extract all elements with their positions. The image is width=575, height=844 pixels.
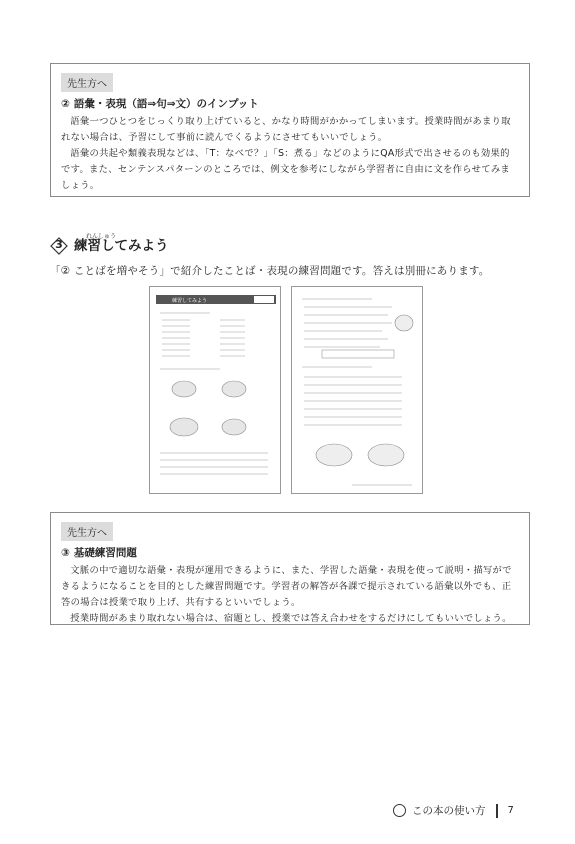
note-paragraph: 語彙の共起や類義表現などは、「T：なべで？」「S：煮る」などのようにQA形式で出させるのも効果的です。また、センテンスパターンのところでは、例文を参考にしながら学習者に自由に文を作らせてみましょう。 [61, 148, 511, 191]
section-number: 3 [55, 238, 63, 251]
title-ruby: れんしゅう [86, 233, 117, 240]
teacher-note-2 [50, 512, 530, 625]
workbook-page-right [291, 286, 423, 494]
note-number: ② [61, 97, 70, 110]
workbook-pages-image [149, 286, 423, 494]
teacher-note-1 [50, 63, 530, 197]
note-heading [61, 545, 519, 560]
page-footer [393, 803, 514, 818]
section-title: 練習してみよう [74, 238, 169, 254]
note-paragraph: 語彙一つひとつをじっくり取り上げていると、かなり時間がかかってしまいます。授業時間があまり取れない場合は、予習にして事前に読んでくるようにさせてもいいでしょう。 [61, 116, 511, 143]
page-number: 7 [507, 805, 514, 816]
thumb-header: 練習してみよう [172, 298, 208, 304]
section-number-icon [50, 237, 68, 255]
footer-label: この本の使い方 [412, 805, 486, 817]
footer-divider [496, 804, 498, 818]
note-paragraph: 文脈の中で適切な語彙・表現が運用できるように、また、学習した語彙・表現を使って説明・描写ができるようになることを目的とした練習問題です。学習者の解答が各課で提示されている語彙以外でも、正答の場合は授業で取り上げ、共有するといいでしょう。 [61, 565, 512, 608]
section-heading [50, 233, 169, 255]
note-tag: 先生方へ [61, 522, 113, 541]
circle-icon [393, 804, 406, 817]
note-heading [61, 96, 519, 111]
note-heading-text: 語彙・表現（語⇒句⇒文）のインプット [73, 98, 259, 110]
note-tag: 先生方へ [61, 73, 113, 92]
workbook-page-left [149, 286, 281, 494]
note-number: ③ [61, 546, 70, 559]
note-heading-text: 基礎練習問題 [73, 547, 137, 559]
note-paragraph: 授業時間があまり取れない場合は、宿題とし、授業では答え合わせをするだけにしてもいいでしょう。 [70, 613, 512, 624]
section-intro: 「② ことばを増やそう」で紹介したことば・表現の練習問題です。答えは別冊にあります。 [50, 265, 490, 277]
